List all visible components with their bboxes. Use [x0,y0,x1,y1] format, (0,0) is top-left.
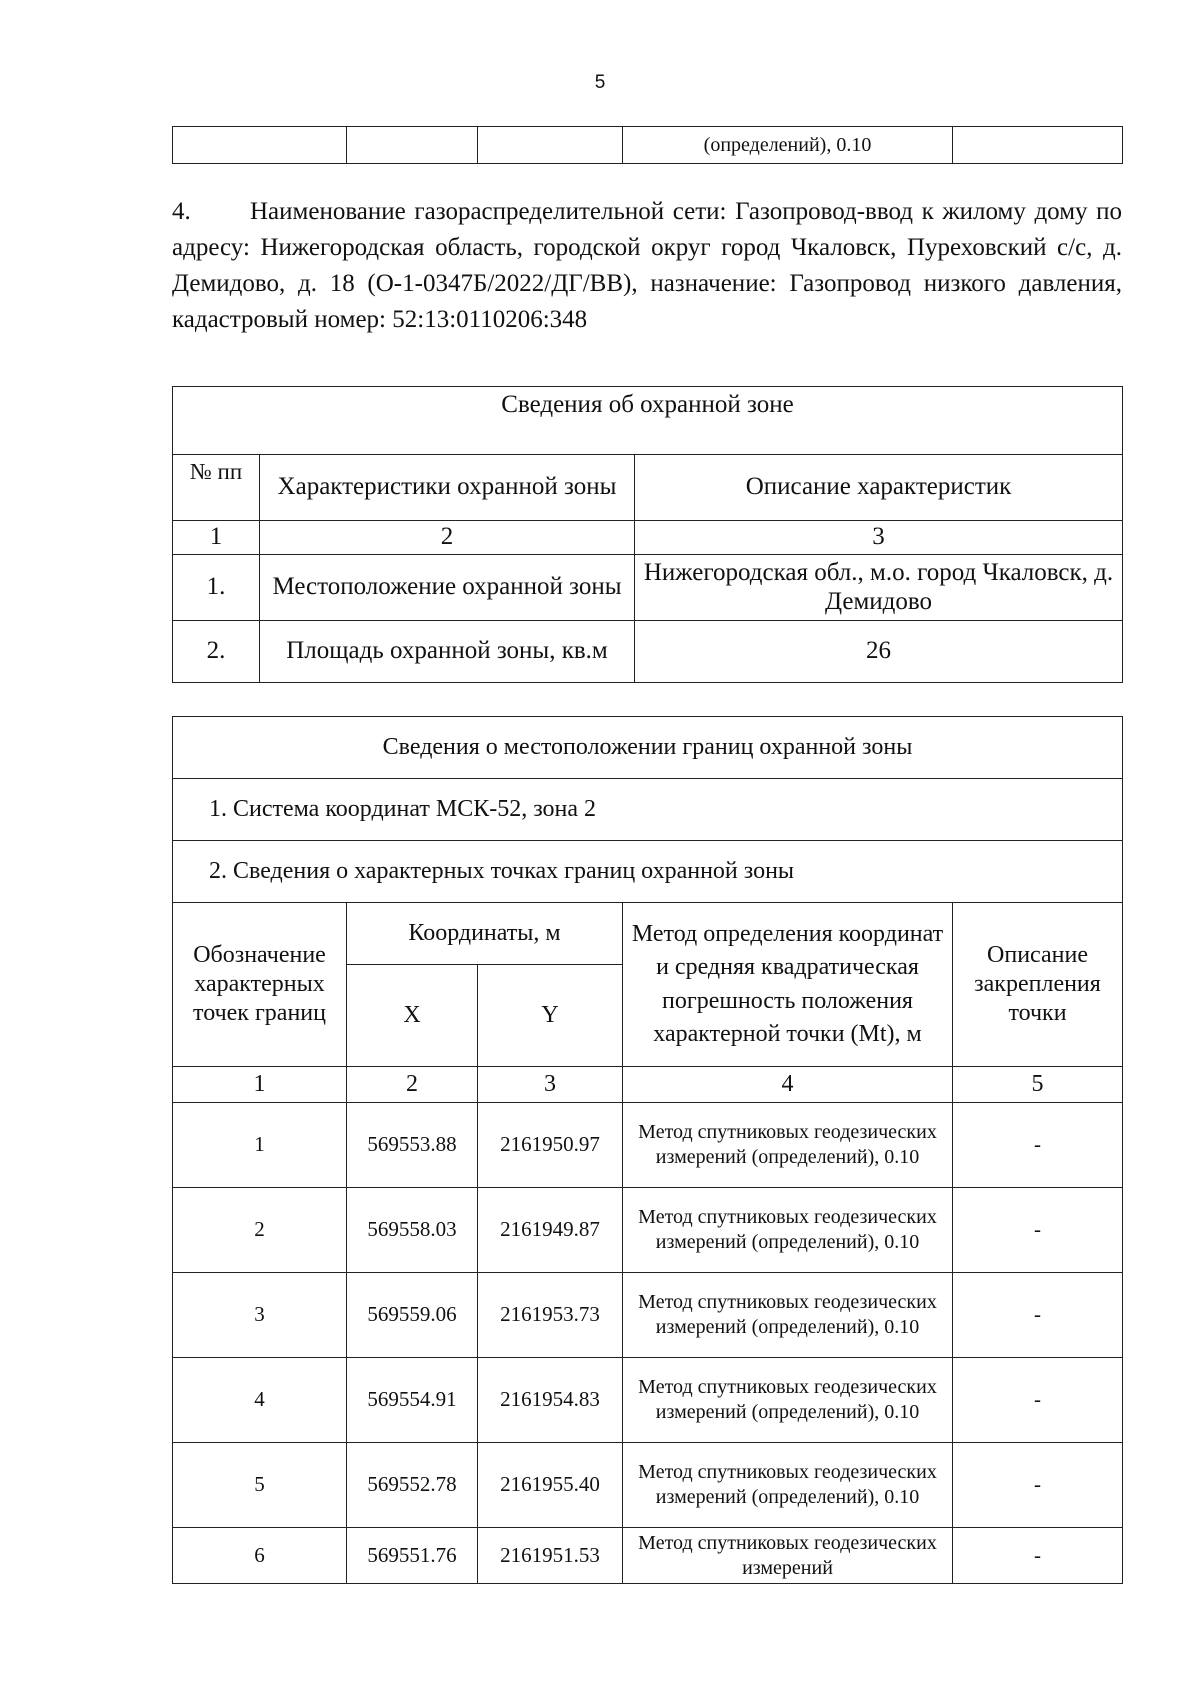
point-y: 2161955.40 [478,1443,623,1528]
point-description: - [953,1358,1123,1443]
boundary-coordinates-table [172,716,1123,1584]
column-header-description: Описание закрепления точки [953,903,1123,1067]
point-designation: 2 [173,1188,347,1273]
table-row [173,1358,1123,1443]
column-header-x: X [347,965,478,1067]
index-cell: 2 [260,521,635,555]
points-subtitle-row [173,841,1123,903]
row-number: 1. [173,555,260,621]
table-row [173,1528,1123,1584]
table-row [173,127,1123,164]
table-index-row [173,1067,1123,1103]
points-subtitle: 2. Сведения о характерных точках границ охранной зоны [173,841,1123,903]
column-header-y: Y [478,965,623,1067]
point-method: Метод спутниковых геодезических измерений (определений), 0.10 [623,1188,953,1273]
section-text: Наименование газораспределительной сети: Газопровод-ввод к жилому дому по адресу: Нижегородская область, городской округ город Чкаловск, Пуреховский с/с, д. Демидово, д. 18 (О-1-0347Б/2022/ДГ/ВВ), назначение: Газопровод низкого давления, кадастровый номер: 52:13:0110206:348 [172,198,1122,333]
point-designation: 4 [173,1358,347,1443]
table-title: Сведения об охранной зоне [173,387,1123,455]
point-method: Метод спутниковых геодезических измерений [623,1528,953,1584]
point-x: 569551.76 [347,1528,478,1584]
network-description [172,194,1122,338]
characteristic-value: Нижегородская обл., м.о. город Чкаловск, д. Демидово [635,555,1123,621]
table-row [173,621,1123,683]
point-description: - [953,1443,1123,1528]
point-y: 2161953.73 [478,1273,623,1358]
characteristic-name: Площадь охранной зоны, кв.м [260,621,635,683]
table-row [173,1103,1123,1188]
table-header-row [173,455,1123,521]
coordinate-system: 1. Система координат МСК-52, зона 2 [173,779,1123,841]
column-header: № пп [173,455,260,521]
table-index-row [173,521,1123,555]
point-description: - [953,1528,1123,1584]
index-cell: 3 [635,521,1123,555]
point-designation: 3 [173,1273,347,1358]
table-cell [347,127,478,164]
point-designation: 6 [173,1528,347,1584]
page-number: 5 [594,72,606,93]
column-header-method: Метод определения координат и средняя квадратическая погрешность положения характерной точки (Mt), м [623,903,953,1067]
characteristic-name: Местоположение охранной зоны [260,555,635,621]
point-description: - [953,1103,1123,1188]
table-cell [478,127,623,164]
table-header-row [173,903,1123,965]
point-y: 2161949.87 [478,1188,623,1273]
table-row [173,1188,1123,1273]
index-cell: 2 [347,1067,478,1103]
index-cell: 3 [478,1067,623,1103]
index-cell: 1 [173,1067,347,1103]
column-header-coordinates: Координаты, м [347,903,623,965]
table-row [173,555,1123,621]
table-row [173,1443,1123,1528]
row-number: 2. [173,621,260,683]
index-cell: 5 [953,1067,1123,1103]
point-description: - [953,1273,1123,1358]
table-row [173,1273,1123,1358]
continued-table-fragment [172,126,1123,164]
point-x: 569552.78 [347,1443,478,1528]
point-method: Метод спутниковых геодезических измерений (определений), 0.10 [623,1443,953,1528]
protection-zone-table [172,386,1123,683]
table-title-row [173,387,1123,455]
point-x: 569558.03 [347,1188,478,1273]
characteristic-value: 26 [635,621,1123,683]
column-header: Характеристики охранной зоны [260,455,635,521]
point-description: - [953,1188,1123,1273]
point-x: 569554.91 [347,1358,478,1443]
column-header: Описание характеристик [635,455,1123,521]
point-designation: 5 [173,1443,347,1528]
table-cell [173,127,347,164]
table-title-row [173,717,1123,779]
index-cell: 4 [623,1067,953,1103]
point-y: 2161951.53 [478,1528,623,1584]
point-x: 569559.06 [347,1273,478,1358]
index-cell: 1 [173,521,260,555]
column-header-designation: Обозначение характерных точек границ [173,903,347,1067]
coordinate-system-row [173,779,1123,841]
point-x: 569553.88 [347,1103,478,1188]
section-number: 4. [172,198,191,225]
point-y: 2161954.83 [478,1358,623,1443]
table-cell: (определений), 0.10 [623,127,953,164]
point-method: Метод спутниковых геодезических измерений (определений), 0.10 [623,1273,953,1358]
point-method: Метод спутниковых геодезических измерений (определений), 0.10 [623,1103,953,1188]
table-cell [953,127,1123,164]
point-y: 2161950.97 [478,1103,623,1188]
table-title: Сведения о местоположении границ охранной зоны [173,717,1123,779]
point-designation: 1 [173,1103,347,1188]
point-method: Метод спутниковых геодезических измерений (определений), 0.10 [623,1358,953,1443]
